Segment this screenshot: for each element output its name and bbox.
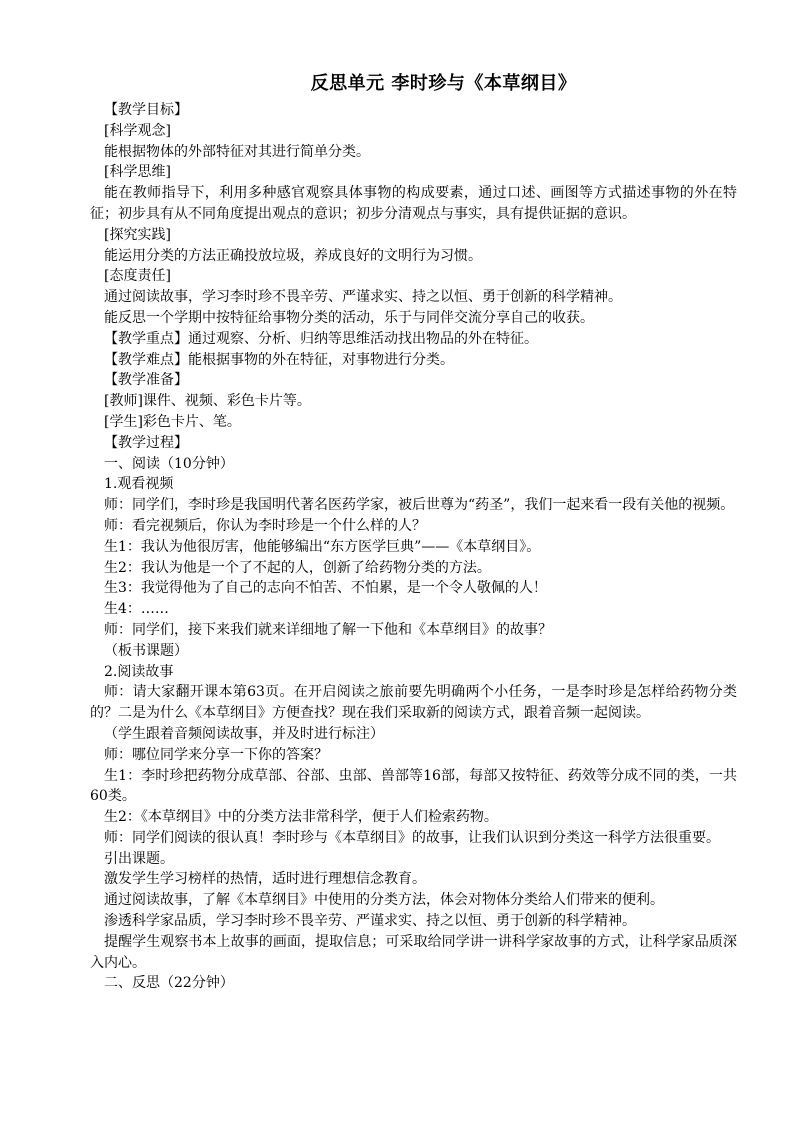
document-body — [90, 100, 737, 994]
paragraph: 生2：《本草纲目》中的分类方法非常科学，便于人们检索药物。 — [104, 809, 498, 826]
paragraph — [90, 828, 737, 849]
paragraph — [90, 495, 737, 516]
subsection-heading: [态度责任] — [104, 268, 171, 285]
subsection-heading: [探究实践] — [104, 226, 171, 243]
paragraph-text: 生1：李时珍把药物分成草部、谷部、虫部、兽部等16部，每部又按特征、药效等分成不同的类，一共60类。 — [90, 767, 737, 805]
paragraph: 能根据物体的外部特征对其进行简单分类。 — [104, 143, 370, 160]
paragraph: 生2：我认为他是一个了不起的人，创新了给药物分类的方法。 — [104, 559, 491, 576]
subsection-heading: [科学思维] — [104, 164, 171, 181]
paragraph: [学生]彩色卡片、笔。 — [104, 413, 241, 430]
paragraph-text: 能在教师指导下，利用多种感官观察具体事物的构成要素，通过口述、画图等方式描述事物的外在特征；初步具有从不同角度提出观点的意识；初步分清观点与事实，具有提供证据的意识。 — [90, 185, 737, 222]
part-heading: 二、反思（22分钟） — [104, 975, 234, 992]
paragraph: 生3：我觉得他为了自己的志向不怕苦、不怕累，是一个令人敬佩的人！ — [104, 580, 547, 597]
key-point: 【教学重点】通过观察、分析、归纳等思维活动找出物品的外在特征。 — [104, 330, 538, 347]
subsection-heading: [科学观念] — [104, 122, 171, 139]
paragraph — [90, 932, 737, 974]
paragraph: 通过阅读故事，了解《本草纲目》中使用的分类方法，体会对物体分类给人们带来的便利。 — [104, 892, 664, 909]
paragraph — [90, 766, 737, 808]
part-heading: 一、阅读（10分钟） — [104, 455, 234, 472]
difficult-point: 【教学难点】能根据事物的外在特征，对事物进行分类。 — [104, 351, 454, 368]
document-page — [90, 70, 737, 994]
paragraph-text: 提醒学生观察书本上故事的画面，提取信息；可采取给同学讲一讲科学家故事的方式，让科学家品质深入内心。 — [90, 933, 737, 971]
paragraph: 师：哪位同学来分享一下你的答案？ — [104, 746, 328, 763]
paragraph: 激发学生学习榜样的热情，适时进行理想信念教育。 — [104, 871, 426, 888]
section-heading: 【教学准备】 — [104, 372, 188, 389]
section-heading: 【教学过程】 — [104, 434, 188, 451]
paragraph: 师：同学们，接下来我们就来详细地了解一下他和《本草纲目》的故事？ — [104, 621, 552, 638]
step-heading: 2.阅读故事 — [104, 663, 174, 680]
paragraph: （板书课题） — [104, 642, 188, 659]
paragraph-text: 师：同学们阅读的很认真！李时珍与《本草纲目》的故事，让我们认识到分类这一科学方法很重要。 — [104, 829, 720, 846]
document-title: 反思单元 李时珍与《本草纲目》 — [310, 73, 577, 94]
paragraph: 师：看完视频后，你认为李时珍是一个什么样的人？ — [104, 517, 426, 534]
paragraph: 引出课题。 — [104, 850, 174, 867]
step-heading: 1.观看视频 — [104, 476, 174, 493]
paragraph: 生1：我认为他很厉害，他能够编出“东方医学巨典”——《本草纲目》。 — [104, 538, 541, 555]
paragraph: 生4：…… — [104, 601, 169, 618]
paragraph-text: 师：请大家翻开课本第63页。在开启阅读之旅前要先明确两个小任务，一是李时珍是怎样给药物分类的？二是为什么《本草纲目》方便查找？现在我们采取新的阅读方式，跟着音频一起阅读。 — [90, 684, 737, 722]
paragraph: 能反思一个学期中按特征给事物分类的活动，乐于与同伴交流分享自己的收获。 — [104, 309, 594, 326]
paragraph-text: 师：同学们，李时珍是我国明代著名医药学家，被后世尊为“药圣”，我们一起来看一段有关他的视频。 — [104, 497, 735, 514]
paragraph: 渗透科学家品质，学习李时珍不畏辛劳、严谨求实、持之以恒、勇于创新的科学精神。 — [104, 913, 636, 930]
paragraph: 通过阅读故事，学习李时珍不畏辛劳、严谨求实、持之以恒、勇于创新的科学精神。 — [104, 289, 622, 306]
paragraph — [90, 682, 737, 724]
paragraph — [90, 183, 737, 225]
section-heading: 【教学目标】 — [104, 102, 188, 118]
paragraph: （学生跟着音频阅读故事，并及时进行标注） — [104, 725, 384, 742]
paragraph: [教师]课件、视频、彩色卡片等。 — [104, 393, 311, 410]
paragraph: 能运用分类的方法正确投放垃圾，养成良好的文明行为习惯。 — [104, 247, 482, 264]
